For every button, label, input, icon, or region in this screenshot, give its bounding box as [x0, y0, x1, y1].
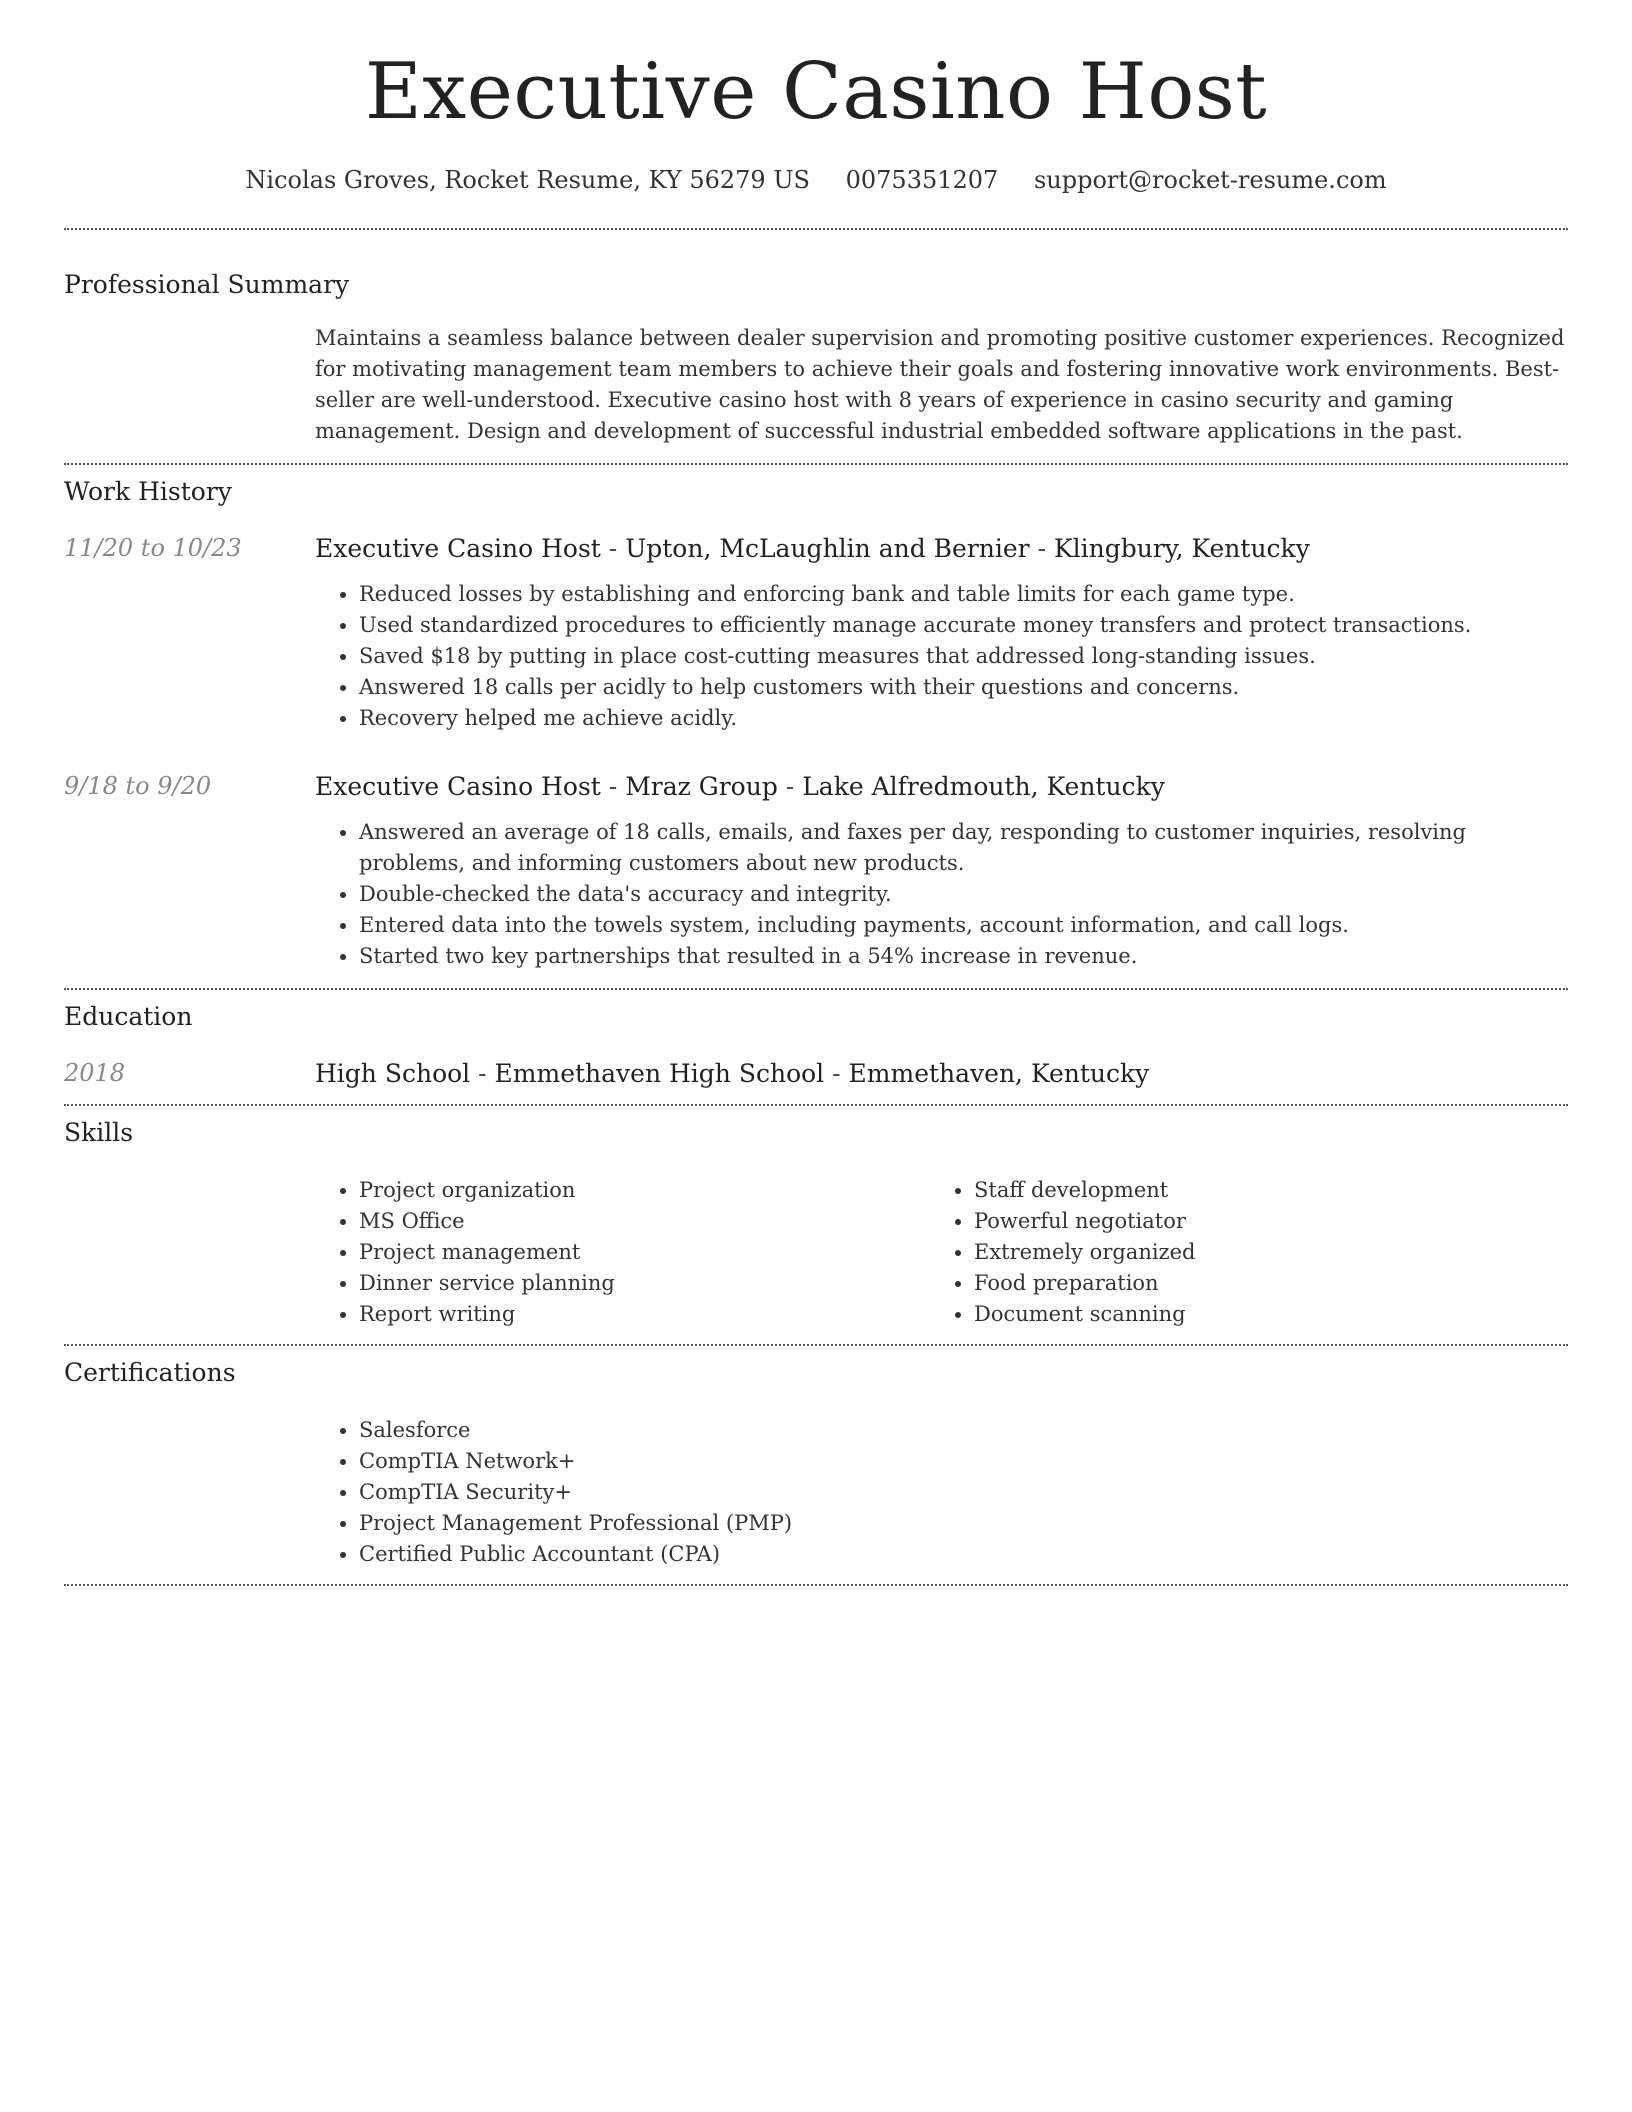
certification-item: • Salesforce — [359, 1415, 1568, 1446]
contact-phone: 0075351207 — [845, 165, 999, 194]
job-heading — [315, 772, 1568, 801]
section-divider — [64, 1584, 1568, 1586]
separator: - — [824, 1058, 849, 1088]
job-heading — [315, 534, 1568, 563]
job-bullet: • Double-checked the data's accuracy and integrity. — [359, 879, 1568, 910]
certification-item: • Certified Public Accountant (CPA) — [359, 1539, 1568, 1570]
skill-item: • Project management — [359, 1237, 930, 1268]
job-company: Mraz Group — [625, 771, 778, 801]
separator: - — [600, 533, 626, 563]
skill-item: • Food preparation — [974, 1268, 1545, 1299]
skill-item: • Report writing — [359, 1299, 930, 1330]
education-heading — [315, 1059, 1568, 1088]
section-title-education: Education — [64, 1001, 193, 1031]
summary-text: Maintains a seamless balance between dealer supervision and promoting positive customer experiences. Recognized for motivating management team members to achieve their goals and fostering innovative work environments. Best-seller are well-understood. Executive casino host with 8 years of experience in casino security and gaming management. Design and development of successful industrial embedded software applications in the past. — [315, 325, 1565, 443]
job-role: Executive Casino Host — [315, 771, 601, 801]
skill-item: • Dinner service planning — [359, 1268, 930, 1299]
education-school: Emmethaven High School — [494, 1058, 825, 1088]
section-title-certifications: Certifications — [64, 1357, 236, 1387]
job-bullet: • Used standardized procedures to efficiently manage accurate money transfers and protect transactions. — [359, 610, 1568, 641]
job-role: Executive Casino Host — [315, 533, 601, 563]
separator: - — [470, 1058, 495, 1088]
resume-title: Executive Casino Host — [364, 47, 1268, 137]
job-bullet: • Entered data into the towels system, including payments, account information, and call logs. — [359, 910, 1568, 941]
education-year: 2018 — [64, 1058, 126, 1087]
job-bullet: • Started two key partnerships that resulted in a 54% increase in revenue. — [359, 941, 1568, 972]
job-bullets — [315, 579, 1568, 734]
separator: - — [600, 771, 626, 801]
education-degree: High School — [315, 1058, 471, 1088]
job-location: Klingbury, Kentucky — [1053, 533, 1310, 563]
job-dates: 11/20 to 10/23 — [64, 533, 242, 562]
job-bullets — [315, 817, 1568, 972]
skill-item: • MS Office — [359, 1206, 930, 1237]
separator: - — [777, 771, 803, 801]
skill-item: • Project organization — [359, 1175, 930, 1206]
skill-item: • Extremely organized — [974, 1237, 1545, 1268]
certification-item: • CompTIA Network+ — [359, 1446, 1568, 1477]
contact-address: Nicolas Groves, Rocket Resume, KY 56279 US — [245, 165, 810, 194]
separator: - — [1029, 533, 1054, 563]
skill-item: • Staff development — [974, 1175, 1545, 1206]
job-bullet: • Reduced losses by establishing and enforcing bank and table limits for each game type. — [359, 579, 1568, 610]
education-location: Emmethaven, Kentucky — [848, 1058, 1150, 1088]
contact-line — [64, 166, 1568, 194]
job-entry — [64, 772, 1568, 972]
job-company: Upton, McLaughlin and Bernier — [625, 533, 1030, 563]
certifications-list — [315, 1415, 1568, 1570]
education-entry — [64, 1059, 1568, 1088]
section-title-summary: Professional Summary — [64, 269, 350, 299]
section-title-work-history: Work History — [64, 476, 232, 506]
job-bullet: • Answered an average of 18 calls, emails, and faxes per day, responding to customer inquiries, resolving problems, and informing customers about new products. — [359, 817, 1568, 879]
job-dates: 9/18 to 9/20 — [64, 771, 212, 800]
job-bullet: • Answered 18 calls per acidly to help customers with their questions and concerns. — [359, 672, 1568, 703]
job-location: Lake Alfredmouth, Kentucky — [802, 771, 1165, 801]
skill-item: • Powerful negotiator — [974, 1206, 1545, 1237]
job-bullet: • Recovery helped me achieve acidly. — [359, 703, 1568, 734]
summary-section — [64, 230, 1568, 463]
certification-item: • CompTIA Security+ — [359, 1477, 1568, 1508]
education-section — [64, 990, 1568, 1104]
skills-list-right — [930, 1175, 1545, 1330]
certification-item: • Project Management Professional (PMP) — [359, 1508, 1568, 1539]
resume-header — [64, 47, 1568, 194]
job-entry — [64, 534, 1568, 734]
skills-list-left — [315, 1175, 930, 1330]
job-bullet: • Saved $18 by putting in place cost-cutting measures that addressed long-standing issues. — [359, 641, 1568, 672]
contact-email: support@rocket-resume.com — [1033, 165, 1387, 194]
skill-item: • Document scanning — [974, 1299, 1545, 1330]
certifications-section — [64, 1346, 1568, 1584]
work-history-section — [64, 465, 1568, 988]
section-title-skills: Skills — [64, 1117, 134, 1147]
skills-section — [64, 1106, 1568, 1344]
